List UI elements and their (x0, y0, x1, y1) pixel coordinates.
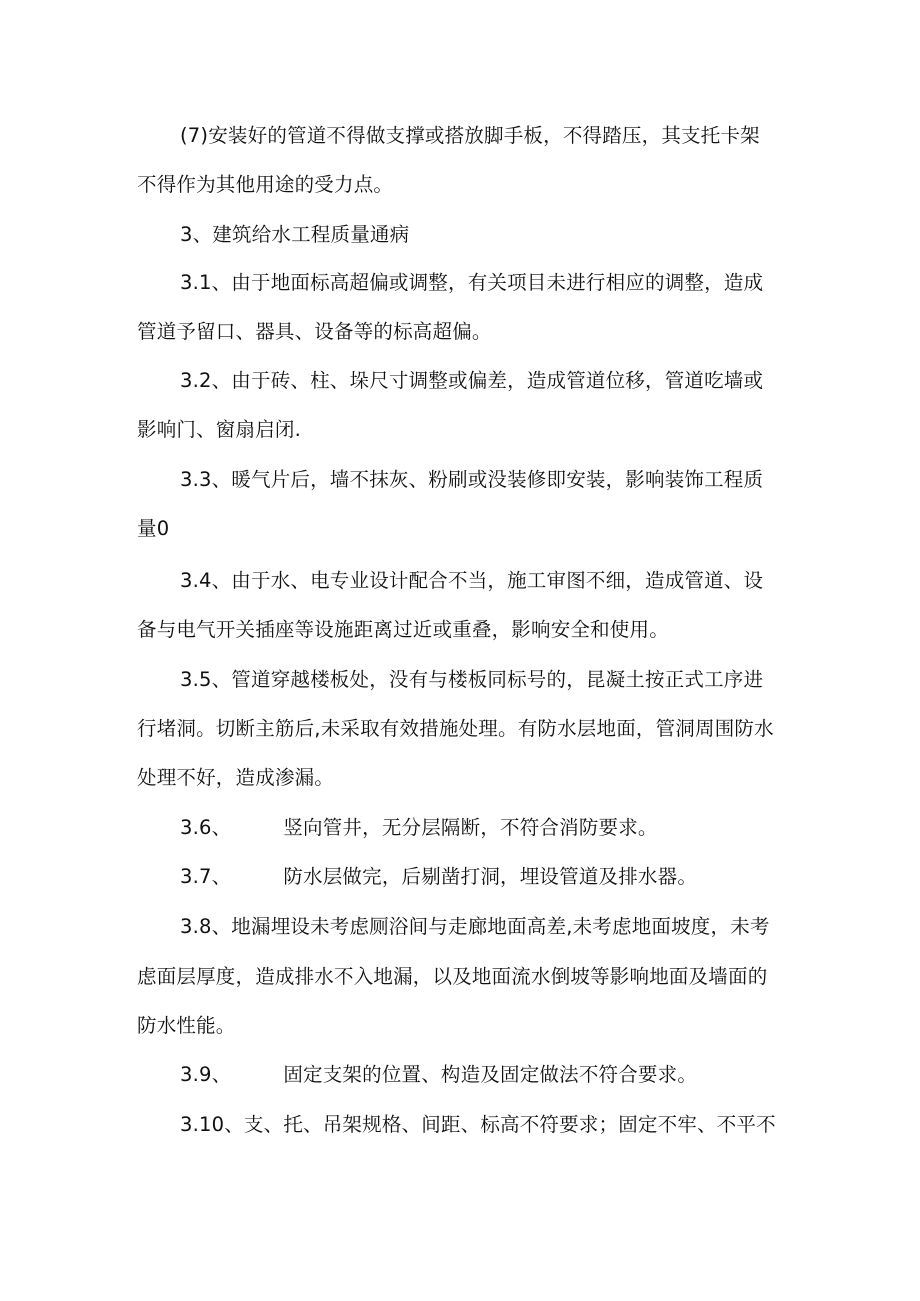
paragraph-3-7-text: 防水层做完，后剔凿打洞，埋设管道及排水器。 (283, 865, 698, 888)
paragraph-3-3-line-1: 3.3、暖气片后，墙不抹灰、粉刷或没装修即安装，影响装饰工程质 (180, 468, 764, 491)
paragraph-3-8-line-3: 防水性能。 (137, 1014, 236, 1037)
paragraph-3-8-line-1: 3.8、地漏埋设未考虑厕浴间与走廊地面高差,未考虑地面坡度，未考 (180, 915, 770, 938)
paragraph-3-1-line-2: 管道予留口、器具、设备等的标高超偏。 (137, 320, 492, 343)
paragraph-3-6-number: 3.6、 (180, 816, 232, 839)
paragraph-3-7-number: 3.7、 (180, 865, 232, 888)
paragraph-7-line-1: (7)安装好的管道不得做支撑或搭放脚手板，不得踏压，其支托卡架 (180, 124, 760, 147)
paragraph-3-5-line-2: 行堵洞。切断主筋后,未采取有效措施处理。有防水层地面，管洞周围防水 (137, 717, 774, 740)
paragraph-3-6-text: 竖向管井，无分层隔断，不符合消防要求。 (283, 816, 658, 839)
paragraph-3-4-line-2: 备与电气开关插座等设施距离过近或重叠，影响安全和使用。 (137, 618, 669, 641)
paragraph-3-9-number: 3.9、 (180, 1063, 232, 1086)
paragraph-3-10-line-1: 3.10、支、托、吊架规格、间距、标高不符要求；固定不牢、不平不 (180, 1113, 776, 1136)
paragraph-3-3-line-2: 量0 (137, 517, 170, 540)
paragraph-3-7 (180, 862, 840, 892)
paragraph-3-1-line-1: 3.1、由于地面标高超偏或调整，有关项目未进行相应的调整，造成 (180, 271, 764, 294)
paragraph-3-9-text: 固定支架的位置、构造及固定做法不符合要求。 (283, 1063, 698, 1086)
paragraph-3-2-line-1: 3.2、由于砖、柱、垛尺寸调整或偏差，造成管道位移，管道吃墙或 (180, 369, 764, 392)
paragraph-3-9 (180, 1060, 840, 1090)
paragraph-3-8-line-2: 虑面层厚度，造成排水不入地漏，以及地面流水倒坡等影响地面及墙面的 (137, 965, 768, 988)
paragraph-7-line-2: 不得作为其他用途的受力点。 (137, 173, 394, 196)
paragraph-3-5-line-1: 3.5、管道穿越楼板处，没有与楼板同标号的，昆凝土按正式工序进 (180, 668, 764, 691)
paragraph-3-4-line-1: 3.4、由于水、电专业设计配合不当，施工审图不细，造成管道、设 (180, 569, 764, 592)
section-heading: 3、建筑给水工程质量通病 (180, 223, 410, 246)
paragraph-3-6 (180, 813, 840, 843)
paragraph-3-2-line-2: 影响门、窗扇启闭. (137, 418, 301, 441)
paragraph-3-5-line-3: 处理不好，造成渗漏。 (137, 766, 335, 789)
